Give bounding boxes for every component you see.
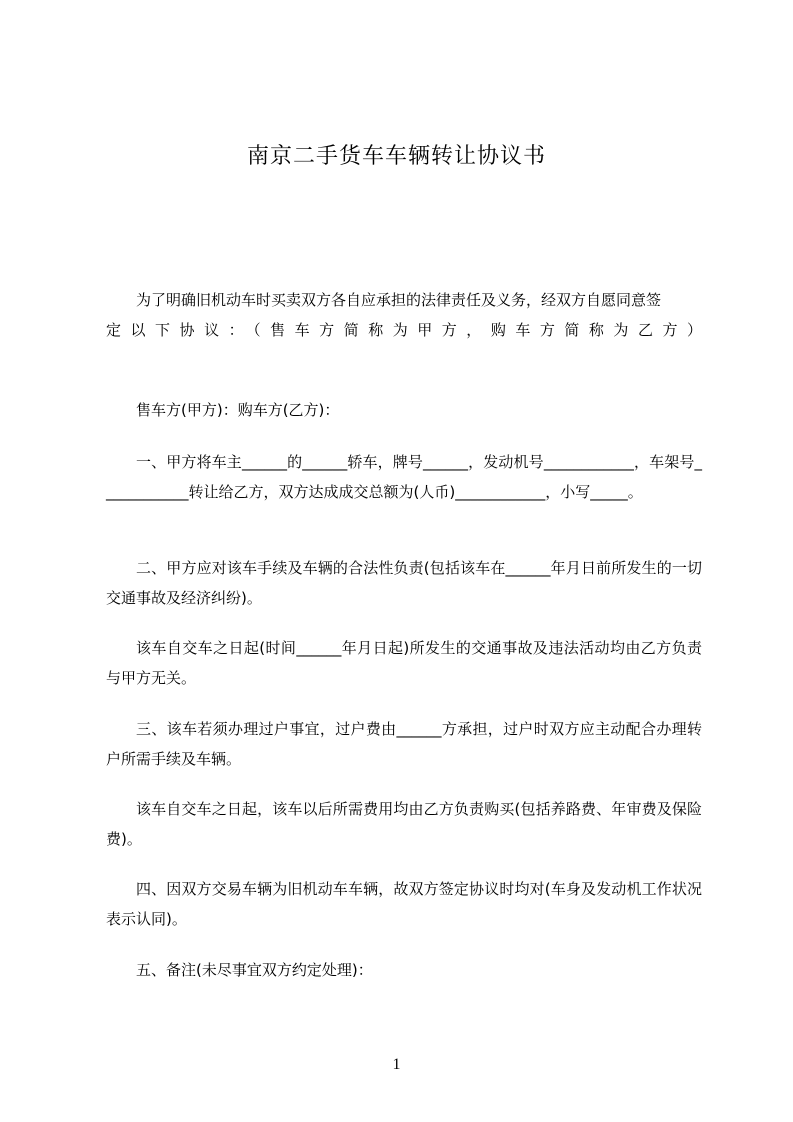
clause-3-extra: 该车自交车之日起，该车以后所需费用均由乙方负责购买(包括养路费、年审费及保险费)。 [106, 800, 702, 848]
clause-5: 五、备注(未尽事宜双方约定处理)： [136, 961, 373, 979]
clause-2-extra: 该车自交车之日起(时间______年月日起)所发生的交通事故及违法活动均由乙方负责与甲方无关。 [106, 639, 702, 687]
document-title: 南京二手货车车辆转让协议书 [246, 144, 546, 169]
clause-4: 四、因双方交易车辆为旧机动车车辆，故双方签定协议时均对(车身及发动机工作状况表示认同)。 [106, 880, 702, 928]
clause-2: 二、甲方应对该车手续及车辆的合法性负责(包括该车在______年月日前所发生的一切交通事故及经济纠纷)。 [106, 559, 702, 607]
intro-line-1: 为了明确旧机动车时买卖双方各自应承担的法律责任及义务，经双方自愿同意签 [136, 291, 662, 309]
parties-line: 售车方(甲方)：购车方(乙方)： [136, 401, 340, 419]
clause-1: 一、甲方将车主______的______轿车，牌号______，发动机号____________，车架号____________转让给乙方，双方达成成交总额为(人币)____________，小写_____。 [106, 453, 702, 501]
intro-paragraph [106, 285, 702, 315]
page-number: 1 [392, 1056, 401, 1073]
intro-paragraph-line-2 [106, 315, 702, 345]
intro-line-2: 定以下协议：（售车方简称为甲方，购车方简称为乙方） [106, 321, 702, 339]
clause-3: 三、该车若须办理过户事宜，过户费由______方承担，过户时双方应主动配合办理转户所需手续及车辆。 [106, 720, 702, 768]
